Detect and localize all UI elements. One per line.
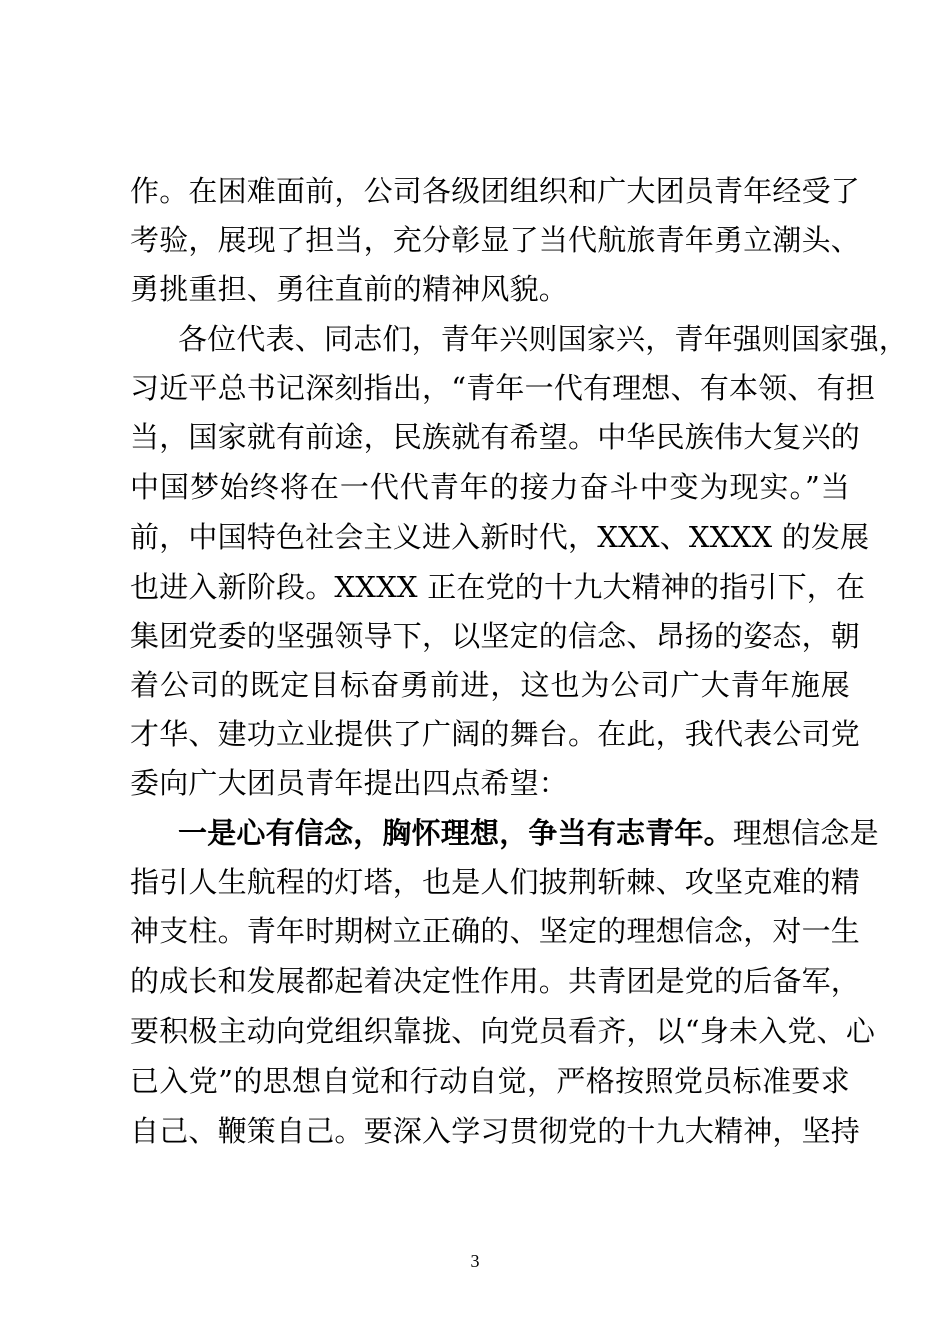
text-line: 神支柱。青年时期树立正确的、坚定的理想信念，对一生	[130, 914, 861, 948]
text-line: 指引人生航程的灯塔，也是人们披荆斩棘、攻坚克难的精	[130, 865, 861, 899]
text-line: 勇挑重担、勇往直前的精神风貌。	[130, 272, 569, 306]
text-line-rest: 理想信念是	[732, 816, 879, 850]
text-line: 也进入新阶段。XXXX 正在党的十九大精神的指引下，在	[130, 570, 866, 604]
text-line: 委向广大团员青年提出四点希望：	[130, 766, 569, 800]
text-line: 考验，展现了担当，充分彰显了当代航旅青年勇立潮头、	[130, 223, 861, 257]
text-line: 要积极主动向党组织靠拢、向党员看齐，以“身未入党、心	[130, 1014, 876, 1048]
text-line: 已入党”的思想自觉和行动自觉，严格按照党员标准要求	[130, 1064, 850, 1098]
text-line: 才华、建功立业提供了广阔的舞台。在此，我代表公司党	[130, 717, 861, 751]
text-line: 着公司的既定目标奋勇前进，这也为公司广大青年施展	[130, 668, 850, 702]
text-line: 当，国家就有前途，民族就有希望。中华民族伟大复兴的	[130, 420, 861, 454]
page-number: 3	[470, 1251, 480, 1271]
emphasis-heading: 一是心有信念，胸怀理想，争当有志青年。	[178, 816, 733, 850]
text-line: 作。在困难面前，公司各级团组织和广大团员青年经受了	[130, 174, 861, 208]
text-line: 的成长和发展都起着决定性作用。共青团是党的后备军，	[130, 964, 861, 998]
text-line: 习近平总书记深刻指出，“青年一代有理想、有本领、有担	[130, 371, 876, 405]
text-line: 前，中国特色社会主义进入新时代，XXX、XXXX 的发展	[130, 520, 870, 554]
text-line: 自己、鞭策自己。要深入学习贯彻党的十九大精神，坚持	[130, 1114, 861, 1148]
text-line	[178, 810, 879, 856]
text-line: 集团党委的坚强领导下，以坚定的信念、昂扬的姿态，朝	[130, 619, 861, 653]
text-line: 各位代表、同志们，青年兴则国家兴，青年强则国家强，	[178, 322, 909, 356]
text-line: 中国梦始终将在一代代青年的接力奋斗中变为现实。”当	[130, 470, 850, 504]
